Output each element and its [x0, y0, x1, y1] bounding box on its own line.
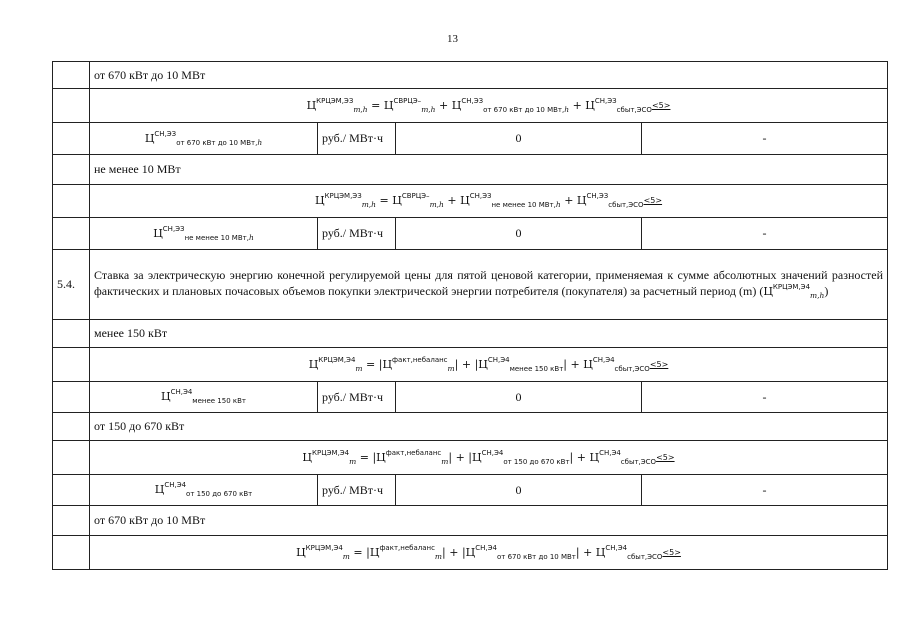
unit-cell: руб./ МВт·ч [318, 123, 396, 155]
price-formula: $Ц^{КРЦЭМ,Э4}_m = |Ц^{факт,небаланс}_m| + |Ц^{СН,Э4}_{от 150 до 670 кВт}| + Ц^{СН,Э4}_{сбыт,ЭСО}<5>$ [90, 441, 888, 475]
footnote-link[interactable]: <5> [656, 452, 675, 462]
table-row [53, 89, 888, 123]
footnote-link[interactable]: <5> [662, 547, 681, 557]
table-row [53, 185, 888, 218]
footnote-link[interactable]: <5> [651, 100, 671, 110]
unit-cell: руб./ МВт·ч [318, 218, 396, 250]
dash-cell: - [642, 218, 888, 250]
rate-symbol: $Ц^{СН,ЭЗ}_{не менее 10 МВт,h}$ [90, 218, 318, 250]
table-row [53, 218, 888, 250]
category-label: от 150 до 670 кВт [90, 413, 888, 441]
unit-cell: руб./ МВт·ч [318, 382, 396, 413]
unit-cell: руб./ МВт·ч [318, 475, 396, 506]
tariff-table [52, 61, 888, 570]
table-row [53, 320, 888, 348]
table-row [53, 441, 888, 475]
price-formula: $Ц^{КРЦЭМ,ЭЗ}_{m,h} = Ц^{СВРЦЭ-}_{m,h} + Ц^{СН,ЭЗ}_{не менее 10 МВт,h} + Ц^{СН,ЭЗ}_{сбыт,ЭСО}<5>$ [90, 185, 888, 218]
dash-cell: - [642, 123, 888, 155]
dash-cell: - [642, 382, 888, 413]
footnote-link[interactable]: <5> [643, 196, 663, 206]
value-cell: 0 [396, 382, 642, 413]
table-row [53, 62, 888, 89]
table-row [53, 475, 888, 506]
table-row [53, 506, 888, 536]
price-formula: $Ц^{КРЦЭМ,Э4}_m = |Ц^{факт,небаланс}_m| + |Ц^{СН,Э4}_{менее 150 кВт}| + Ц^{СН,Э4}_{сбыт,ЭСО}<5>$ [90, 348, 888, 382]
value-cell: 0 [396, 123, 642, 155]
category-label: от 670 кВт до 10 МВт [90, 506, 888, 536]
dash-cell: - [642, 475, 888, 506]
value-cell: 0 [396, 475, 642, 506]
table-row [53, 155, 888, 185]
rate-symbol: $Ц^{СН,Э4}_{от 150 до 670 кВт}$ [90, 475, 318, 506]
table-row [53, 536, 888, 570]
category-label: менее 150 кВт [90, 320, 888, 348]
table-row [53, 123, 888, 155]
category-label: не менее 10 МВт [90, 155, 888, 185]
table-row [53, 382, 888, 413]
category-label: от 670 кВт до 10 МВт [90, 62, 888, 89]
table-row [53, 413, 888, 441]
table-row [53, 250, 888, 320]
table-row [53, 348, 888, 382]
price-formula: $Ц^{КРЦЭМ,ЭЗ}_{m,h} = Ц^{СВРЦЭ-}_{m,h} + Ц^{СН,ЭЗ}_{от 670 кВт до 10 МВт,h} + Ц^{СН,ЭЗ}_{сбыт,ЭСО}<5>$ [90, 89, 888, 123]
value-cell: 0 [396, 218, 642, 250]
price-formula: $Ц^{КРЦЭМ,Э4}_m = |Ц^{факт,небаланс}_m| + |Ц^{СН,Э4}_{от 670 кВт до 10 МВт}| + Ц^{СН,Э4}_{сбыт,ЭСО}<5>$ [90, 536, 888, 570]
footnote-link[interactable]: <5> [649, 359, 669, 369]
rate-symbol: $Ц^{СН,Э4}_{менее 150 кВт}$ [90, 382, 318, 413]
section-description: Ставка за электрическую энергию конечной регулируемой цены для пятой ценовой категории, применяемая к сумме абсолютных значений разностей фактических и плановых почасовых объемов покупки электрической энергии потребителя (покупателя) за расчетный период (m) $(Ц^{КРЦЭМ,Э4}_{m,h})$ [90, 250, 888, 320]
section-number: 5.4. [53, 250, 90, 320]
page-number: 13 [447, 33, 458, 45]
rate-symbol: $Ц^{СН,ЭЗ}_{от 670 кВт до 10 МВт,h}$ [90, 123, 318, 155]
